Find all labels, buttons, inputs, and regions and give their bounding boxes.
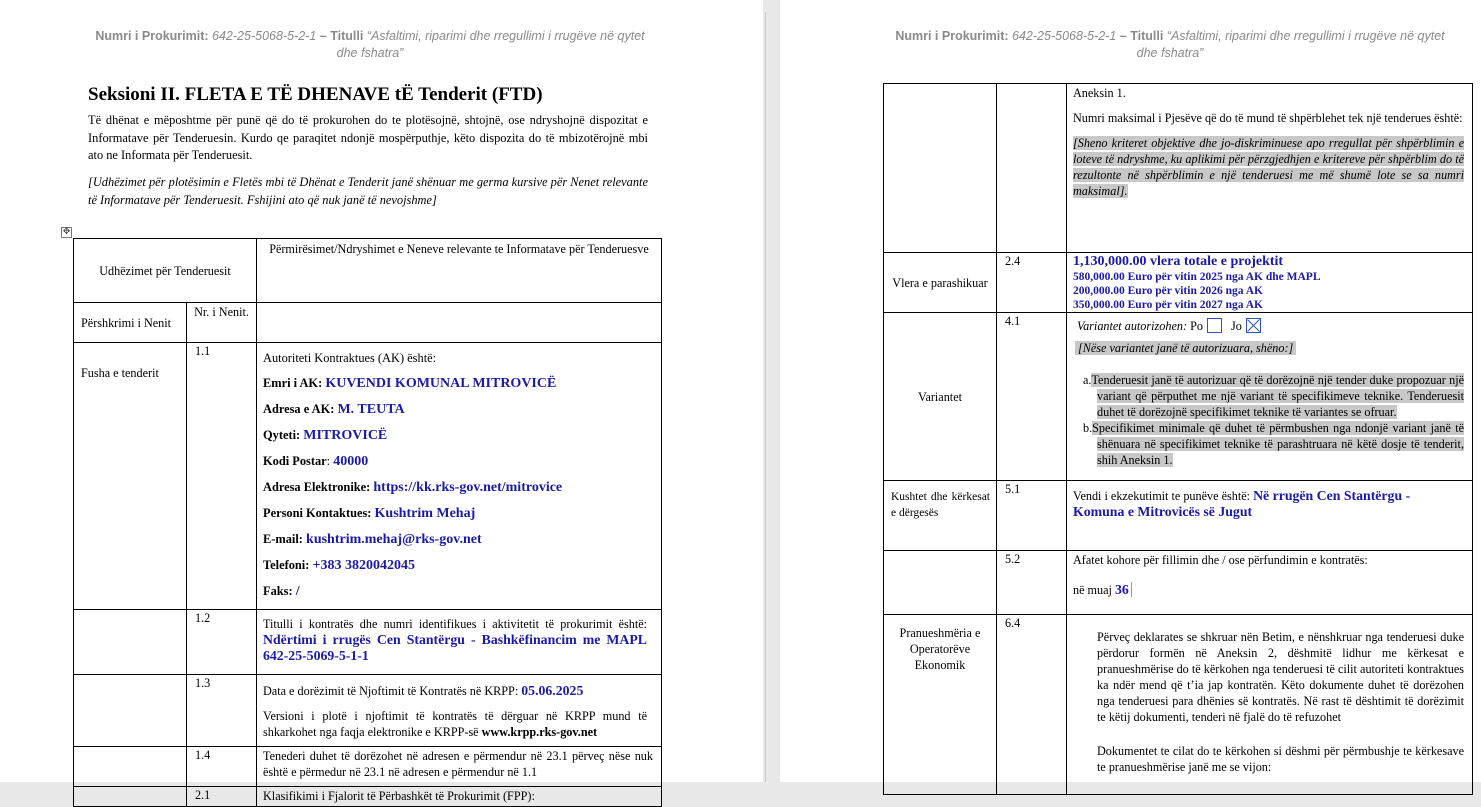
notice-text: Data e dorëzimit të Njoftimit të Kontratës në KRPP: xyxy=(263,684,519,698)
procurement-number-label: Numri i Prokurimit: xyxy=(95,29,209,43)
phone-label: Telefoni: xyxy=(263,558,310,572)
procurement-number-label: Numri i Prokurimit: xyxy=(895,29,1009,43)
table-row xyxy=(884,615,1473,795)
procurement-number: 642-25-5068-5-2-1 xyxy=(212,29,317,43)
table-row xyxy=(74,610,662,675)
article-number: 4.1 xyxy=(997,313,1067,481)
empty-cell xyxy=(74,675,187,747)
article-number: 2.1 xyxy=(187,787,257,807)
table-move-handle-icon[interactable]: ✥ xyxy=(62,227,71,237)
tender-data-table-continued xyxy=(883,83,1473,795)
empty-cell xyxy=(74,747,187,787)
procurement-title: “Asfaltimi, riparimi dhe rregullimi i rrugëve në qytet dhe fshatra” xyxy=(336,29,645,60)
table-row xyxy=(884,313,1473,481)
no-checkbox-checked[interactable] xyxy=(1246,318,1261,333)
submission-text: Tenederi duhet të dorëzohet në adresen e përmendur në 23.1 përveç nëse nuk është e përmedur në 23.1 në adresen e përmendur në 1.1 xyxy=(257,747,662,787)
ca-intro: Autoriteti Kontraktues (AK) është: xyxy=(263,351,437,365)
deadline-cell xyxy=(1067,551,1473,615)
table-header-row xyxy=(74,239,662,303)
version-url[interactable]: www.krpp.rks-gov.net xyxy=(481,725,598,739)
empty-cell xyxy=(884,551,997,615)
page-header xyxy=(90,28,650,62)
email[interactable]: kushtrim.mehaj@rks-gov.net xyxy=(306,532,482,547)
article-number: 1.3 xyxy=(187,675,257,747)
empty-cell xyxy=(74,787,187,807)
yes-label: Po xyxy=(1190,319,1203,333)
postal-code: 40000 xyxy=(333,454,369,469)
empty-cell xyxy=(884,84,997,253)
eligibility-cell xyxy=(1067,615,1473,795)
variants-list xyxy=(1073,372,1464,468)
months-value[interactable]: 36 xyxy=(1115,582,1132,597)
table-row xyxy=(74,343,662,610)
page-divider xyxy=(765,12,766,782)
table-subheader-row xyxy=(74,303,662,343)
eligibility-label: Pranueshmëria e Operatorëve Ekonomik xyxy=(884,615,997,795)
fax-label: Faks: xyxy=(263,584,293,598)
value-2026: 200,000.00 Euro për vitin 2026 nga AK xyxy=(1073,285,1263,297)
item-a-marker: a. xyxy=(1083,373,1092,387)
table-row xyxy=(74,787,662,807)
article-number: 6.4 xyxy=(997,615,1067,795)
lots-cell xyxy=(1067,84,1473,253)
item-b-marker: b. xyxy=(1083,421,1093,435)
est-value-label: Vlera e parashikuar xyxy=(884,253,997,313)
delivery-label: Kushtet dhe kërkesat e dërgesës xyxy=(884,481,997,551)
contact-label: Personi Kontaktues: xyxy=(263,506,372,520)
notice-date: 05.06.2025 xyxy=(521,683,584,698)
table-row xyxy=(884,481,1473,551)
ca-address-label: Adresa e AK: xyxy=(263,402,335,416)
item-a-text: Tenderuesit janë të autorizuar që të dorëzojnë një tender duke propozuar një variant që përputhet me një variant të specifikimeve teknike. Tenderuesit duhet të dorëzojnë specifikimet teknike të variantes se ofruar. xyxy=(1091,373,1464,419)
document-page-right xyxy=(780,0,1481,782)
section-title: Seksioni II. FLETA E TË DHENAVE tË Tenderit (FTD) xyxy=(88,84,543,105)
ca-name-label: Emri i AK: xyxy=(263,376,323,390)
web-label: Adresa Elektronike: xyxy=(263,480,371,494)
phone: +383 3820042045 xyxy=(312,558,415,573)
article-number: 2.4 xyxy=(997,253,1067,313)
lots-criteria: [Sheno kriteret objektive dhe jo-diskriminuese apo rregullat për shpërblimin e loteve të ndryshme, ku aplikimi për përzgjedhjen e kritereve për shpërblim do të rezultonte në shpërblimin e një tenderuesi me më shumë lote se sa numri maksimal]. xyxy=(1073,136,1464,198)
value-2027: 350,000.00 Euro për vitin 2027 nga AK xyxy=(1073,299,1263,311)
lots-max: Numri maksimal i Pjesëve që do të mund të shpërblehet tek një tenderues është: xyxy=(1073,111,1463,125)
city: MITROVICË xyxy=(303,428,388,443)
col-description: Përshkrimi i Nenit xyxy=(74,303,187,343)
col-amendments: Përmirësimet/Ndryshimet e Neneve relevante te Informatave për Tenderuesve xyxy=(257,239,662,303)
contact-person: Kushtrim Mehaj xyxy=(374,506,476,521)
procurement-title: “Asfaltimi, riparimi dhe rregullimi i rrugëve në qytet dhe fshatra” xyxy=(1136,29,1445,60)
version-text: Versioni i plotë i njoftimit të kontratës të dërguar në KRPP mund të shkarkohet nga faqja elektronike e KRPP-së xyxy=(263,709,647,739)
cpv-text: Klasifikimi i Fjalorit të Përbashkët të Prokurimit (FPP): xyxy=(257,787,662,807)
place-cell xyxy=(1067,481,1473,551)
contract-title-text: Titulli i kontratës dhe numri identifikues i aktivitetit të prokurimit është: xyxy=(263,617,647,631)
contracting-authority-cell: Autoriteti Kontraktues (AK) është: Emri i AK: KUVENDI KOMUNAL MITROVICË Adresa e AK: M. TEUTA Qyteti: MITROVICË Kodi Postar: 40000 Adresa Elektronike: https://kk.rks-gov.net/mitrovice Personi Kontaktues: Kushtrim Mehaj E-mail: kushtrim.mehaj@rks-gov.net Telefoni: +383 3820042045 Faks: / xyxy=(257,343,662,610)
web-address[interactable]: https://kk.rks-gov.net/mitrovice xyxy=(373,480,563,495)
variants-label: Variantet xyxy=(884,313,997,481)
eligibility-p1: Përveç deklarates se shkruar nën Betim, e nënshkruar nga tenderuesi duke përdorur formën në Aneksin 2, dëshmitë lidhur me kërkesat e pranueshmërise do të kërkohen nga tenderuesi të cilit autoriteti kontraktues ka ndër mend që t’ia jap kontratën. Këto dokumente duhet të dorëzohen nga tenderuesi para dhënies së kontratës. Në rast të dështimit të dorëzimit te këtij dokumenti, tenderi në fjalë do të refuzohet xyxy=(1097,630,1464,724)
months-label: në muaj xyxy=(1073,583,1112,597)
article-number: 5.2 xyxy=(997,551,1067,615)
no-label: Jo xyxy=(1231,319,1242,333)
col-article-no: Nr. i Nenit. xyxy=(187,303,257,343)
table-row xyxy=(74,675,662,747)
article-number: 1.2 xyxy=(187,610,257,675)
variants-question: Variantet autorizohen: xyxy=(1077,319,1188,333)
empty-cell xyxy=(997,84,1067,253)
yes-checkbox[interactable] xyxy=(1207,318,1222,333)
contract-title-cell xyxy=(257,610,662,675)
title-label: – Titulli xyxy=(1119,29,1164,43)
est-value-cell xyxy=(1067,253,1473,313)
variants-note: [Nëse variantet janë të autorizuara, shëno:] xyxy=(1075,341,1296,355)
contract-title-value: Ndërtimi i rrugës Cen Stantërgu - Bashkëfinancim me MAPL 642-25-5069-5-1-1 xyxy=(263,632,647,663)
table-row xyxy=(884,84,1473,253)
empty-cell xyxy=(257,303,662,343)
table-row xyxy=(74,747,662,787)
postal-label: Kodi Postar xyxy=(263,454,327,468)
notice-cell xyxy=(257,675,662,747)
annex-ref: Aneksin 1. xyxy=(1073,86,1126,100)
page-header xyxy=(890,28,1450,62)
col-instructions: Udhëzimet për Tenderuesit xyxy=(74,239,257,303)
place-text: Vendi i ekzekutimit te punëve është: xyxy=(1073,489,1251,503)
place-value: Në rrugën Cen Stantërgu - Komuna e Mitrovicës së Jugut xyxy=(1073,488,1411,519)
row-scope-label: Fusha e tenderit xyxy=(74,343,187,610)
variants-cell xyxy=(1067,313,1473,481)
ca-address: M. TEUTA xyxy=(337,402,405,417)
title-label: – Titulli xyxy=(319,29,364,43)
ca-name: KUVENDI KOMUNAL MITROVICË xyxy=(325,376,557,391)
eligibility-p2: Dokumentet te cilat do te kërkohen si dëshmi për përmbushje te kërkesave te pranueshmërise janë me se vijon: xyxy=(1097,744,1464,774)
deadline-text: Afatet kohore për fillimin dhe / ose përfundimin e kontratës: xyxy=(1073,553,1368,567)
table-row xyxy=(884,551,1473,615)
list-item xyxy=(1073,372,1464,420)
intro-paragraph: Të dhënat e mëposhtme për punë që do të prokurohen do te plotësojnë, shtojnë, ose ndryshojnë dispozitat e Informatave për Tenderuesin. Kurdo qe paraqitet ndonjë mospërputhje, këto dispozita do të mbizotërojnë mbi ato ne Informata për Tenderuesit. xyxy=(88,113,648,162)
empty-cell xyxy=(74,610,187,675)
value-2025: 580,000.00 Euro për vitin 2025 nga AK dhe MAPL xyxy=(1073,271,1321,283)
article-number: 1.1 xyxy=(187,343,257,610)
total-value: 1,130,000.00 vlera totale e projektit xyxy=(1073,254,1284,269)
table-row xyxy=(884,253,1473,313)
tender-data-table xyxy=(73,238,662,807)
list-item xyxy=(1073,420,1464,468)
instructions-note: [Udhëzimet për plotësimin e Fletës mbi të Dhënat e Tenderit janë shënuar me germa kursive për Nenet relevante të Informatave për Tenderuesit. Fshijini ato që nuk janë të nevojshme] xyxy=(88,175,648,207)
item-b-text: Specifikimet minimale që duhet të përmbushen nga ndonjë variant janë të shënuara në specifikimet teknike të parashtruara në këtë dosje të tenderit, shih Aneksin 1. xyxy=(1092,421,1464,467)
article-number: 5.1 xyxy=(997,481,1067,551)
procurement-number: 642-25-5068-5-2-1 xyxy=(1012,29,1117,43)
email-label: E-mail: xyxy=(263,532,303,546)
city-label: Qyteti: xyxy=(263,428,301,442)
article-number: 1.4 xyxy=(187,747,257,787)
fax: / xyxy=(295,584,300,599)
